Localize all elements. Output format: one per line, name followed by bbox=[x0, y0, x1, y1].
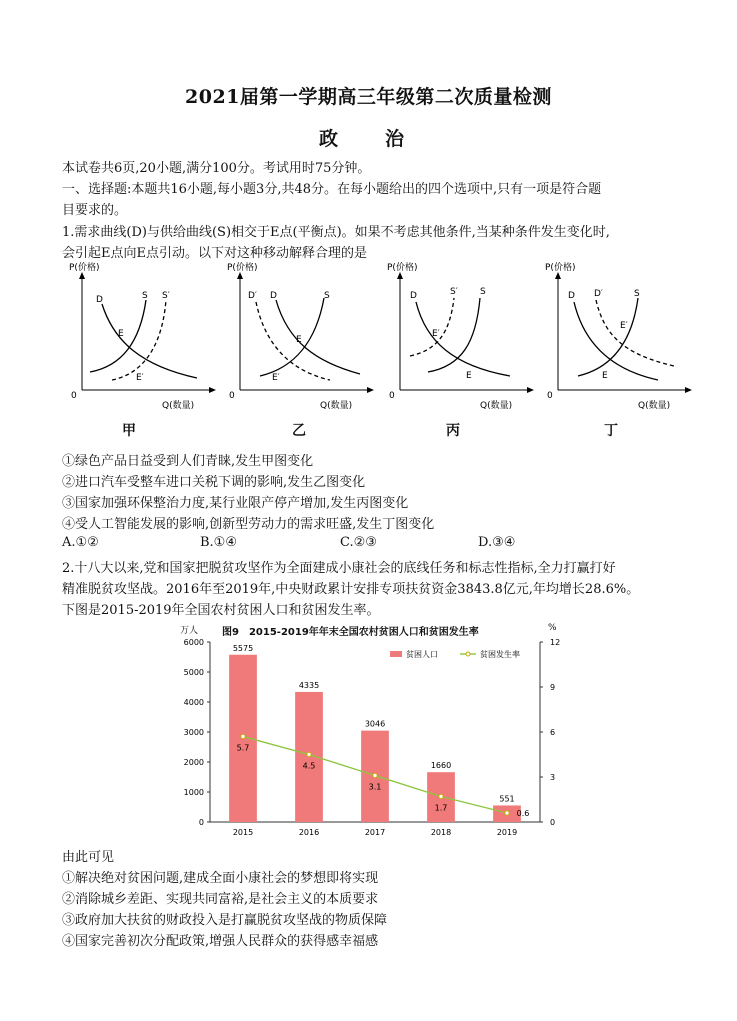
graph-jia-e2: E′ bbox=[136, 373, 144, 383]
chart-bar-label: 5575 bbox=[232, 643, 254, 653]
chart-bar-label: 4335 bbox=[298, 680, 320, 690]
chart-rate-point bbox=[373, 773, 377, 777]
q1-option-d[interactable]: D.③④ bbox=[478, 535, 516, 550]
q2-stem-3: 下图是2015-2019年全国农村贫困人口和贫困发生率。 bbox=[62, 603, 380, 618]
chart-x-tick-label: 2016 bbox=[298, 828, 320, 837]
chart-rate-label: 3.1 bbox=[368, 782, 382, 792]
q1-item-4: ④受人工智能发展的影响,创新型劳动力的需求旺盛,发生丁图变化 bbox=[62, 517, 435, 532]
chart-left-tick-label: 6000 bbox=[183, 638, 204, 647]
exam-info: 本试卷共6页,20小题,满分100分。考试用时75分钟。 bbox=[62, 161, 371, 176]
chart-rate-label: 5.7 bbox=[236, 743, 250, 753]
graph-jia-p-label: P(价格) bbox=[69, 263, 100, 273]
graph-jia-svg bbox=[62, 262, 222, 412]
graph-jia-s2: S′ bbox=[162, 291, 170, 301]
q2-stem-2: 精准脱贫攻坚战。2016年至2019年,中央财政累计安排专项扶贫资金3843.8亿元,年均增长28.6%。 bbox=[62, 582, 640, 597]
q2-stem-1: 2.十八大以来,党和国家把脱贫攻坚作为全面建成小康社会的底线任务和标志性指标,全力打赢打好 bbox=[62, 561, 616, 576]
chart-left-tick-label: 2000 bbox=[183, 758, 204, 767]
chart-right-tick-label: 12 bbox=[550, 638, 561, 647]
graph-yi-e: E bbox=[296, 335, 302, 345]
graph-ding-d2: D′ bbox=[594, 289, 603, 299]
q1-item-3: ③国家加强环保整治力度,某行业限产停产增加,发生丙图变化 bbox=[62, 496, 409, 511]
chart-rate-label: 0.6 bbox=[516, 809, 530, 818]
graph-yi-e2: E′ bbox=[272, 373, 280, 383]
chart-legend-line-label: 贫困发生率 bbox=[480, 650, 520, 659]
graph-jia bbox=[62, 262, 222, 442]
graph-ding-svg bbox=[538, 262, 698, 412]
graph-ding-d: D bbox=[568, 291, 575, 301]
graph-bing-origin: 0 bbox=[389, 391, 395, 401]
graph-ding-caption: 丁 bbox=[604, 423, 618, 439]
graph-yi bbox=[220, 262, 380, 442]
chart-left-tick-label: 5000 bbox=[183, 668, 204, 677]
graph-ding bbox=[538, 262, 698, 442]
q1-graphs bbox=[62, 262, 702, 442]
graph-jia-e: E bbox=[118, 329, 124, 339]
chart-x-tick-label: 2015 bbox=[232, 828, 254, 837]
chart-legend-bar-swatch bbox=[390, 651, 402, 657]
q2-after: 由此可见 bbox=[62, 850, 115, 865]
section-instruction-1: 一、选择题:本题共16小题,每小题3分,共48分。在每小题给出的四个选项中,只有一项是符合题 bbox=[62, 182, 602, 197]
graph-bing-p-label: P(价格) bbox=[387, 263, 418, 273]
graph-jia-origin: 0 bbox=[71, 391, 77, 401]
graph-bing bbox=[380, 262, 540, 442]
q1-option-b[interactable]: B.①④ bbox=[200, 535, 237, 550]
chart-rate-point bbox=[241, 734, 245, 738]
q2-item-2: ②消除城乡差距、实现共同富裕,是社会主义的本质要求 bbox=[62, 892, 379, 907]
chart-left-tick-label: 1000 bbox=[183, 788, 204, 797]
chart-right-tick-label: 9 bbox=[550, 683, 556, 692]
q1-item-1: ①绿色产品日益受到人们青睐,发生甲图变化 bbox=[62, 454, 314, 469]
chart-right-tick-label: 6 bbox=[550, 728, 556, 737]
graph-bing-e: E bbox=[466, 371, 472, 381]
chart-x-tick-label: 2017 bbox=[364, 828, 386, 837]
graph-yi-caption: 乙 bbox=[292, 423, 306, 439]
graph-ding-e: E bbox=[602, 371, 608, 381]
chart-right-tick-label: 3 bbox=[550, 773, 556, 782]
graph-jia-d: D bbox=[96, 295, 103, 305]
graph-bing-s2: S′ bbox=[450, 287, 458, 297]
graph-yi-q-label: Q(数量) bbox=[320, 401, 353, 411]
chart-plot bbox=[170, 618, 570, 840]
graph-yi-s: S bbox=[324, 291, 330, 301]
subject-title: 政 治 bbox=[318, 128, 418, 150]
chart-x-tick-label: 2019 bbox=[496, 828, 518, 837]
graph-bing-e2: E′ bbox=[432, 329, 440, 339]
chart-right-tick-label: 0 bbox=[550, 818, 556, 827]
graph-yi-p-label: P(价格) bbox=[227, 263, 258, 273]
q1-stem-1: 1.需求曲线(D)与供给曲线(S)相交于E点(平衡点)。如果不考虑其他条件,当某种条件发生变化时, bbox=[62, 225, 610, 240]
graph-ding-p-label: P(价格) bbox=[545, 263, 576, 273]
graph-ding-s: S bbox=[634, 289, 640, 299]
exam-title: 2021届第一学期高三年级第二次质量检测 bbox=[185, 86, 552, 108]
chart-title: 图9 2015-2019年年末全国农村贫困人口和贫困发生率 bbox=[222, 627, 479, 638]
poverty-chart bbox=[170, 618, 570, 840]
graph-jia-q-label: Q(数量) bbox=[162, 401, 195, 411]
chart-left-tick-label: 0 bbox=[198, 818, 204, 827]
graph-ding-e2: E′ bbox=[620, 321, 628, 331]
chart-rate-label: 1.7 bbox=[434, 803, 448, 813]
graph-yi-d2: D′ bbox=[248, 291, 257, 301]
chart-legend-line-marker bbox=[466, 652, 470, 656]
q2-item-3: ③政府加大扶贫的财政投入是打赢脱贫攻坚战的物质保障 bbox=[62, 913, 388, 928]
graph-bing-s: S bbox=[480, 287, 486, 297]
chart-left-tick-label: 3000 bbox=[183, 728, 204, 737]
graph-bing-d: D bbox=[410, 291, 417, 301]
graph-bing-q-label: Q(数量) bbox=[480, 401, 513, 411]
graph-yi-d: D bbox=[270, 291, 277, 301]
chart-bar-label: 551 bbox=[499, 794, 515, 804]
graph-bing-caption: 丙 bbox=[446, 423, 460, 439]
graph-jia-s: S bbox=[142, 291, 148, 301]
graph-ding-q-label: Q(数量) bbox=[638, 401, 671, 411]
q1-item-2: ②进口汽车受整车进口关税下调的影响,发生乙图变化 bbox=[62, 475, 366, 490]
graph-bing-svg bbox=[380, 262, 540, 412]
chart-x-tick-label: 2018 bbox=[430, 828, 452, 837]
q1-stem-2: 会引起E点向E点引动。以下对这种移动解释合理的是 bbox=[62, 246, 367, 261]
chart-rate-point bbox=[307, 752, 311, 756]
graph-yi-origin: 0 bbox=[229, 391, 235, 401]
graph-jia-caption: 甲 bbox=[122, 423, 136, 439]
chart-legend-bar-label: 贫困人口 bbox=[406, 650, 438, 659]
chart-right-unit: % bbox=[548, 623, 557, 633]
graph-yi-svg bbox=[220, 262, 380, 412]
chart-left-tick-label: 4000 bbox=[183, 698, 204, 707]
q1-option-a[interactable]: A.①② bbox=[62, 535, 99, 550]
q1-option-c[interactable]: C.②③ bbox=[340, 535, 377, 550]
chart-rate-point bbox=[505, 811, 509, 815]
graph-ding-origin: 0 bbox=[547, 391, 553, 401]
chart-left-unit: 万人 bbox=[180, 626, 199, 636]
chart-rate-label: 4.5 bbox=[302, 761, 316, 771]
chart-bar-label: 1660 bbox=[430, 761, 452, 771]
q2-item-1: ①解决绝对贫困问题,建成全面小康社会的梦想即将实现 bbox=[62, 871, 379, 886]
chart-rate-point bbox=[439, 794, 443, 798]
section-instruction-2: 目要求的。 bbox=[62, 203, 128, 218]
chart-bar-label: 3046 bbox=[364, 719, 386, 729]
q2-item-4: ④国家完善初次分配政策,增强人民群众的获得感幸福感 bbox=[62, 934, 379, 949]
